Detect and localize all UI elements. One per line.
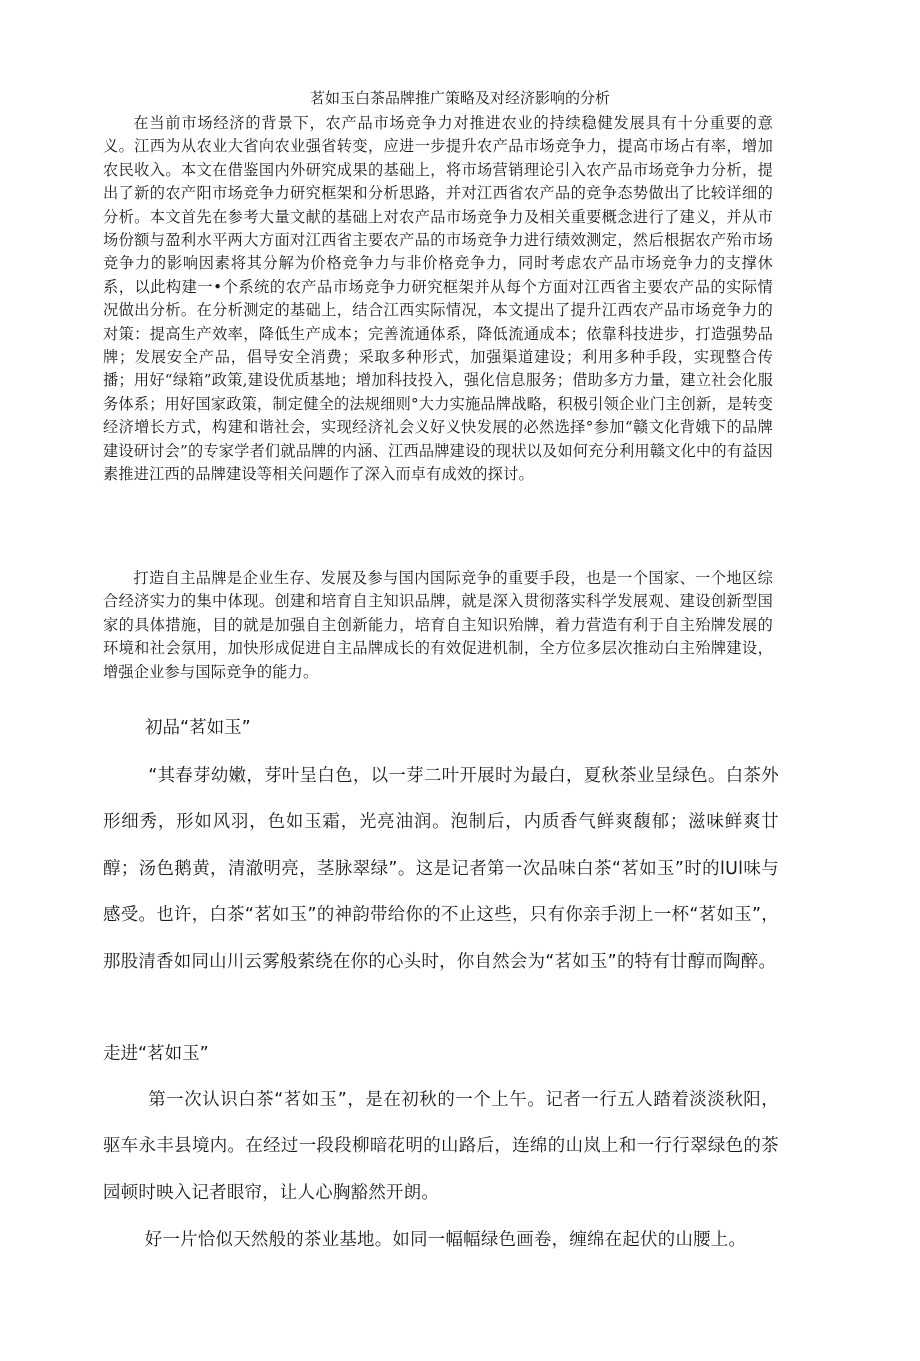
document-title: 茗如玉白茶品牌推广策略及对经济影响的分析: [309, 89, 610, 107]
tea-base-paragraph: 好一片恰似天然般的茶业基地。如同一幅幅绿色画卷，缠绵在起伏的山腰上。: [144, 1230, 747, 1250]
section-heading-chupin: 初品“茗如玉”: [145, 718, 251, 738]
section-heading-zoujin: 走进“茗如玉”: [103, 1044, 209, 1064]
brand-paragraph: 打造自主品牌是企业生存、发展及参与国内国际竞争的重要手段，也是一个国家、一个地区综合经济实力的集中体现。创建和培育自主知识品牌，就是深入贯彻落实科学发展观、建设创新型国家的具体措施，目的就是加强自主创新能力，培育自主知识殆牌，着力营造有利于自主殆牌发展的环境和社会氛用，加快形成促进自主品牌成长的有效促进机制，全方位多层次推动白主殆牌建设，增强企业参与国际竞争的能力。: [103, 569, 773, 681]
abstract-paragraph: 在当前市场经济的背景下，农产品市场竞争力对推进农业的持续稳健发展具有十分重要的意义。江西为从农业大省向农业强省转变，应进一步提升农产品市场竞争力，提高市场占有率，增加农民收入。本文在借鉴国内外研究成果的基础上，将市场营销理论引入农产品市场竞争力分析，提出了新的农产阳市场竞争力研究框架和分析思路，并对江西省农产品的竞争态势做出了比较详细的分析。本文首先在参考大量文献的基础上对农产品市场竞争力及相关重要概念进行了建义，并从市场份额与盈利水平两大方面对江西省主要农产品的市场竞争力进行绩效测定，然后根据农产殆市场竞争力的影响因素将其分解为价格竞争力与非价格竞争力，同时考虑农产品市场竞争力的支撑休系，以此构建一•个系统的农产品市场竞争力研究框架并从每个方面对江西省主要农产品的实际情况做出分析。在分析测定的基础上，结合江西实际情况，本文提出了提升江西农产品市场竞争力的对策：提高生产效率，降低生产成本；完善流通体系，降低流通成本；依靠科技进步，打造强势品牌；发展安全产品，倡导安全消费；采取多种形式，加强渠道建设；利用多种手段，实现整合传播；用好“绿箱”政策,建设优质基地；增加科技投入，强化信息服务；借助多方力量，建立社会化服务体系；用好国家政策，制定健全的法规细则°大力实施品牌战略，积极引领企业门主创新，是转变经济增长方式，构建和谐社会，实现经济礼会义好义快发展的必然选择°参加“赣文化背娥下的品牌建设研讨会”的专家学者们就品牌的内涵、江西品牌建设的现状以及如何充分利用赣文化中的有益因素推进江西的品牌建设等相关问题作了深入而卓有成效的探讨。: [103, 114, 773, 484]
visit-paragraph: 第一次认识白茶“茗如玉”，是在初秋的一个上午。记者一行五人踏着淡淡秋阳，驱车永丰县境内。在经过一段段柳暗花明的山路后，连绵的山岚上和一行行翠绿色的茶园顿时映入记者眼帘，让人心胸豁然开朗。: [103, 1090, 779, 1203]
tasting-paragraph: “其春芽幼嫩，芽叶呈白色，以一芽二叶开展时为最白，夏秋茶业呈绿色。白茶外形细秀，形如风羽，色如玉霜，光亮油润。泡制后，内质香气鲜爽馥郁；滋味鲜爽廿醇；汤色鹅黄，清澈明亮，茎脉翠绿”。这是记者第一次品味白茶“茗如玉”时的lUl味与感受。也许，白茶“茗如玉”的神韵带给你的不止这些，只有你亲手沏上一杯“茗如玉”，那股清香如同山川云雾般萦绕在你的心头时，你自然会为“茗如玉”的特有廿醇而陶醉。: [103, 766, 779, 972]
